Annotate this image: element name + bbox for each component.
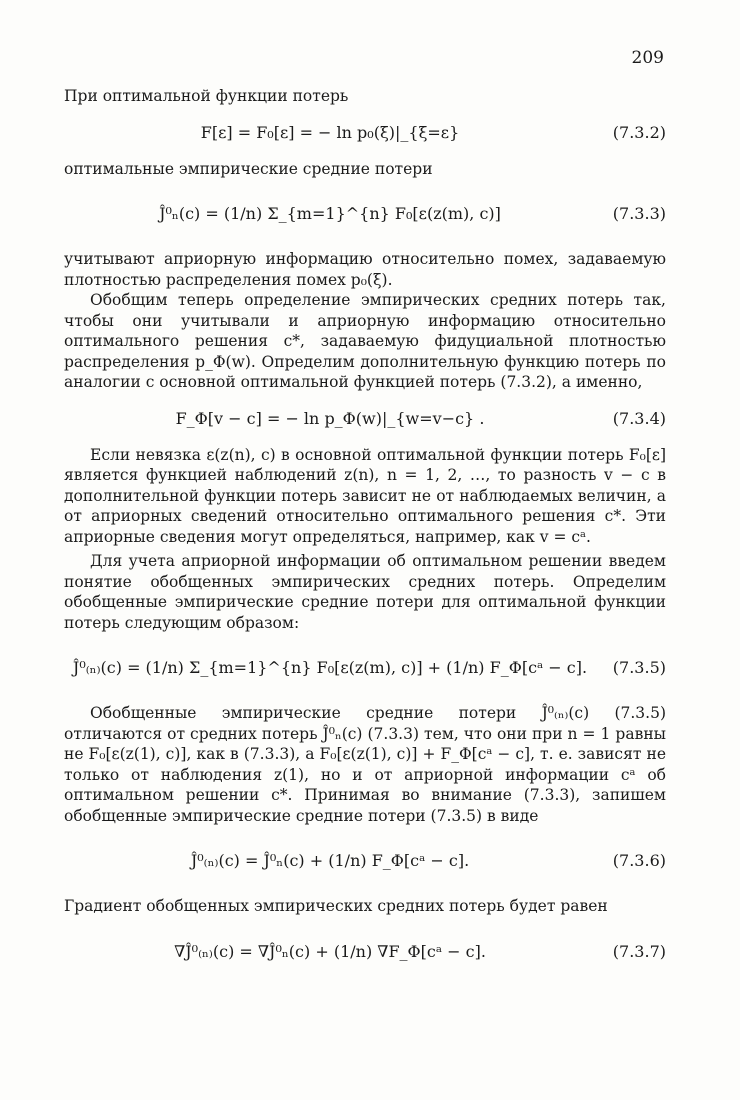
equation-formula: Ĵ⁰₍ₙ₎(c) = (1/n) Σ_{m=1}^{n} F₀[ε(z(m), c)] + (1/n) F_Φ[cᵃ − c].: [72, 657, 588, 677]
equation-number: (7.3.7): [612, 941, 666, 961]
equation: [64, 399, 666, 439]
equation-number: (7.3.3): [612, 203, 666, 223]
equation: [64, 832, 666, 890]
paragraph: учитывают априорную информацию относительно помех, задаваемую плотностью распределения помех p₀(ξ).: [64, 250, 666, 289]
equation-formula: Ĵ⁰ₙ(c) = (1/n) Σ_{m=1}^{n} F₀[ε(z(m), c)]: [159, 203, 501, 223]
equation-number: (7.3.5): [612, 657, 666, 677]
paragraph: При оптимальной функции потерь: [64, 87, 349, 105]
paragraph: оптимальные эмпирические средние потери: [64, 159, 433, 178]
equation-formula: Ĵ⁰₍ₙ₎(c) = Ĵ⁰ₙ(c) + (1/n) F_Φ[cᵃ − c].: [190, 850, 470, 870]
paragraph: Если невязка ε(z(n), c) в основной оптимальной функции потерь F₀[ε] является функцией наблюдений z(n), n = 1, 2, …, то разность v − c в дополнительной функции потерь зависит не от наблюдаемых величин, а от априорных сведений относительно оптимального решения c*. Эти априорные сведения могут определяться, например, как v = cᵃ.: [64, 445, 666, 546]
equation-number: (7.3.4): [612, 408, 666, 428]
equation: [64, 185, 666, 243]
equation-formula: F[ε] = F₀[ε] = − ln p₀(ξ)|_{ξ=ε}: [200, 122, 460, 142]
equation: [64, 639, 666, 697]
equation: [64, 113, 666, 153]
equation-number: (7.3.2): [612, 122, 666, 142]
equation-formula: F_Φ[v − c] = − ln p_Φ(w)|_{w=v−c} .: [175, 408, 485, 428]
paragraph: Для учета априорной информации об оптимальном решении введем понятие обобщенных эмпирических средних потерь. Определим обобщенные эмпирические средние потери для оптимальной функции потерь следующим образом:: [64, 552, 666, 632]
page-number: 209: [631, 48, 664, 68]
equation: [64, 923, 666, 981]
equation-number: (7.3.6): [612, 850, 666, 870]
paragraph: Градиент обобщенных эмпирических средних потерь будет равен: [64, 897, 608, 915]
equation-formula: ∇Ĵ⁰₍ₙ₎(c) = ∇Ĵ⁰ₙ(c) + (1/n) ∇F_Φ[cᵃ − c].: [174, 941, 486, 961]
page-body: [64, 86, 666, 987]
paragraph: Обобщенные эмпирические средние потери Ĵ⁰₍ₙ₎(c) (7.3.5) отличаются от средних потерь Ĵ⁰ₙ(c) (7.3.3) тем, что они при n = 1 равны не F₀[ε(z(1), c)], как в (7.3.3), а F₀[ε(z(1), c)] + F_Φ[cᵃ − c], т. е. зависят не только от наблюдения z(1), но и от априорной информации cᵃ об оптимальном решении c*. Принимая во внимание (7.3.3), запишем обобщенные эмпирические средние потери (7.3.5) в виде: [64, 704, 666, 825]
paragraph: Обобщим теперь определение эмпирических средних потерь так, чтобы они учитывали и априорную информацию относительно оптимального решения c*, задаваемую фидуциальной плотностью распределения p_Φ(w). Определим дополнительную функцию потерь по аналогии с основной оптимальной функцией потерь (7.3.2), а именно,: [64, 291, 666, 391]
